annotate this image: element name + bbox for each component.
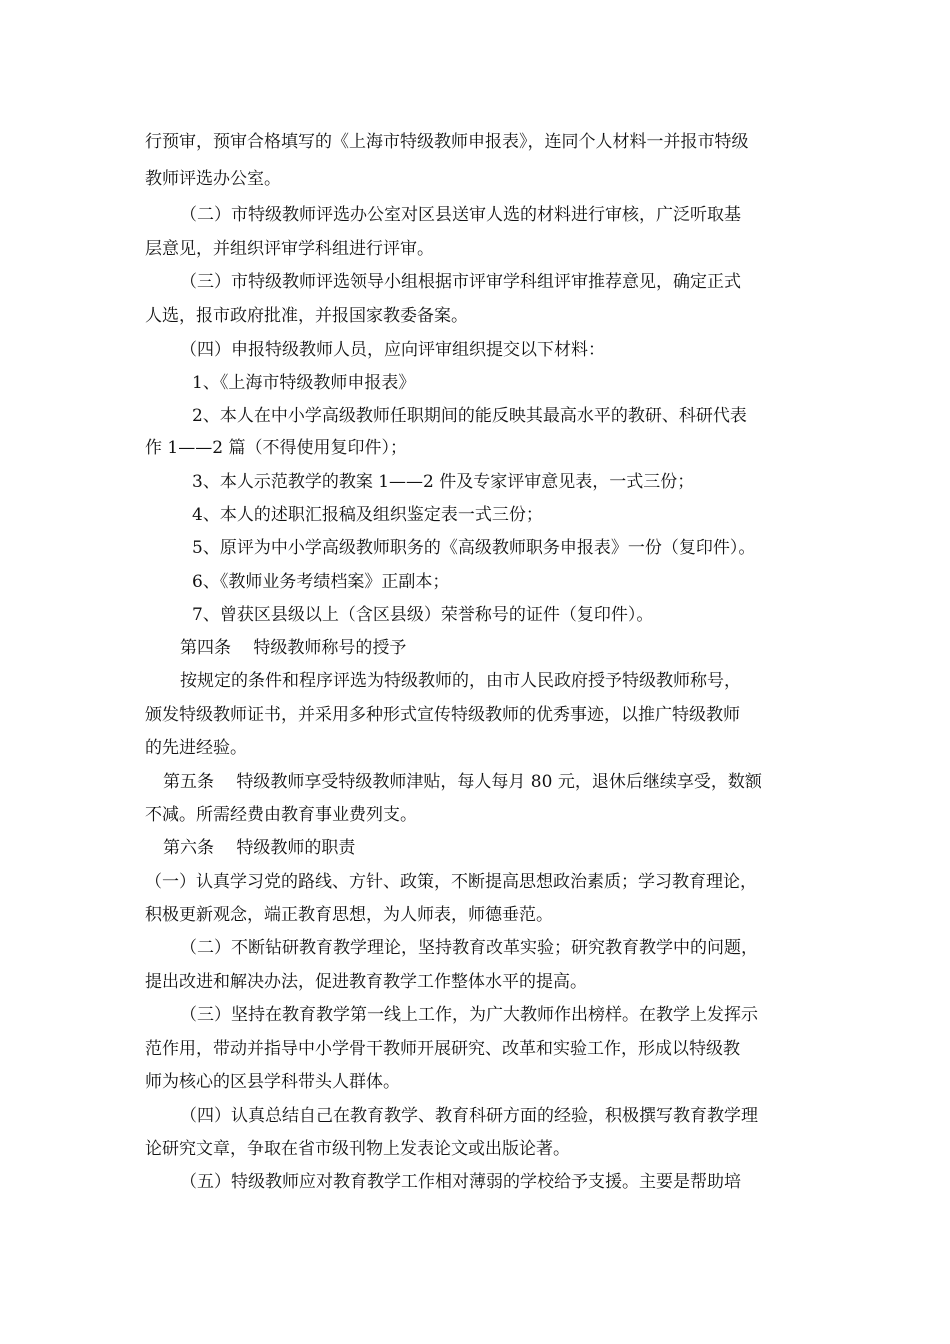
text-line: 范作用，带动并指导中小学骨干教师开展研究、改革和实验工作，形成以特级教: [145, 1039, 740, 1059]
text-line: 积极更新观念，端正教育思想，为人师表，师德垂范。: [145, 905, 553, 925]
list-item: 1、《上海市特级教师申报表》: [192, 373, 416, 393]
text-line: 层意见，并组织评审学科组进行评审。: [145, 239, 434, 259]
text-line: 不减。所需经费由教育事业费列支。: [145, 805, 417, 825]
list-item: 2、本人在中小学高级教师任职期间的能反映其最高水平的教研、科研代表: [192, 406, 747, 426]
text-line: （四）认真总结自己在教育教学、教育科研方面的经验，积极撰写教育教学理: [180, 1106, 758, 1126]
list-item: 7、曾获区县级以上（含区县级）荣誉称号的证件（复印件）。: [192, 605, 654, 625]
text-line: 作 1——2 篇（不得使用复印件）；: [145, 438, 407, 458]
text-line: （二）市特级教师评选办公室对区县送审人选的材料进行审核，广泛听取基: [180, 205, 741, 225]
article-heading: 第五条 特级教师享受特级教师津贴，每人每月 80 元，退休后继续享受，数额: [163, 772, 762, 792]
list-item: 5、原评为中小学高级教师职务的《高级教师职务申报表》一份（复印件）。: [192, 538, 756, 558]
text-line: （三）市特级教师评选领导小组根据市评审学科组评审推荐意见，确定正式: [180, 272, 741, 292]
text-line: 论研究文章，争取在省市级刊物上发表论文或出版论著。: [145, 1139, 570, 1159]
text-line: （二）不断钻研教育教学理论，坚持教育改革实验；研究教育教学中的问题，: [180, 938, 758, 958]
text-line: 师为核心的区县学科带头人群体。: [145, 1072, 400, 1092]
text-line: 教师评选办公室。: [145, 169, 281, 189]
text-line: 行预审，预审合格填写的《上海市特级教师申报表》，连同个人材料一并报市特级: [145, 132, 749, 152]
article-heading: 第四条 特级教师称号的授予: [180, 638, 407, 658]
text-line: （一）认真学习党的路线、方针、政策，不断提高思想政治素质；学习教育理论，: [145, 872, 757, 892]
list-item: 4、本人的述职汇报稿及组织鉴定表一式三份；: [192, 505, 543, 525]
text-line: 的先进经验。: [145, 738, 247, 758]
text-line: （五）特级教师应对教育教学工作相对薄弱的学校给予支援。主要是帮助培: [180, 1172, 741, 1192]
text-line: （四）申报特级教师人员，应向评审组织提交以下材料：: [180, 340, 605, 360]
text-line: 按规定的条件和程序评选为特级教师的，由市人民政府授予特级教师称号，: [180, 671, 741, 691]
text-line: 人选，报市政府批准，并报国家教委备案。: [145, 306, 468, 326]
article-heading: 第六条 特级教师的职责: [163, 838, 356, 858]
text-line: 颁发特级教师证书，并采用多种形式宣传特级教师的优秀事迹，以推广特级教师: [145, 705, 740, 725]
list-item: 3、本人示范教学的教案 1——2 件及专家评审意见表，一式三份；: [192, 472, 695, 492]
text-line: 提出改进和解决办法，促进教育教学工作整体水平的提高。: [145, 972, 587, 992]
text-line: （三）坚持在教育教学第一线上工作，为广大教师作出榜样。在教学上发挥示: [180, 1005, 758, 1025]
list-item: 6、《教师业务考绩档案》正副本；: [192, 572, 450, 592]
